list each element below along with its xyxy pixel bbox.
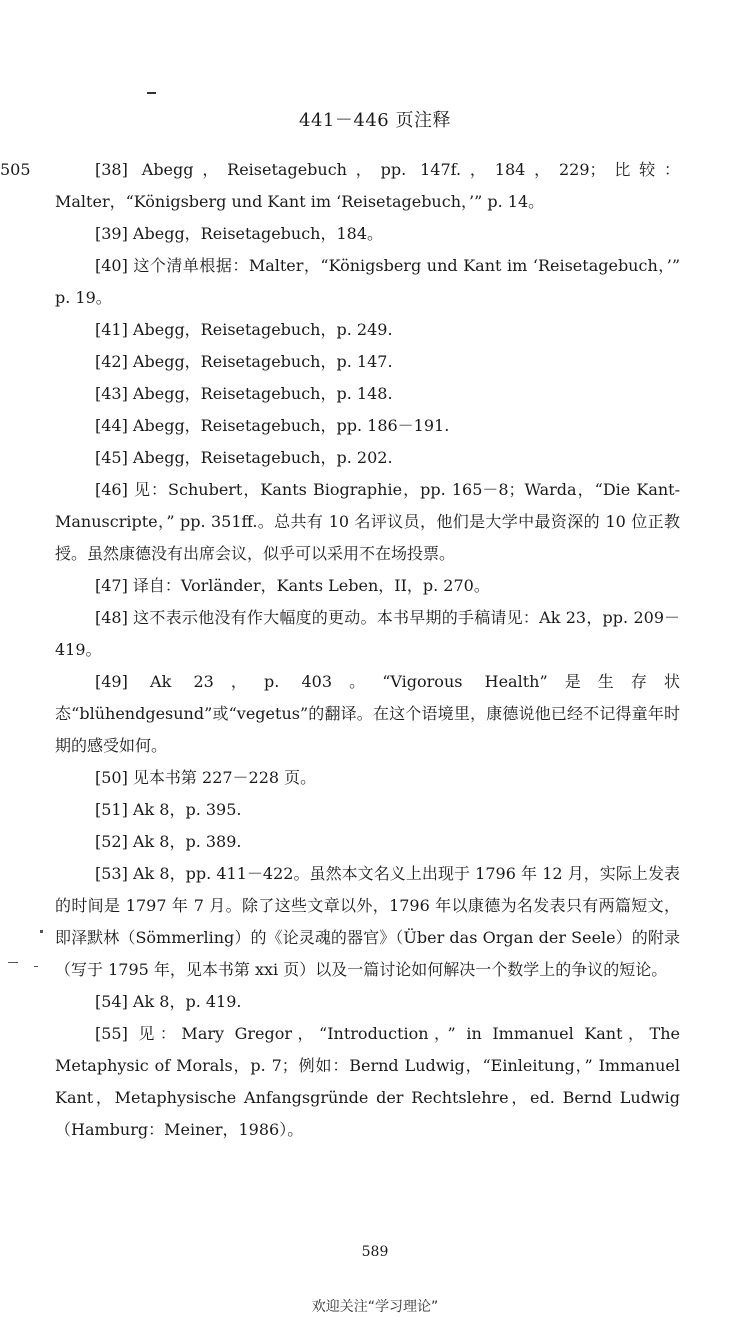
- note-41: [41] Abegg，Reisetagebuch，p. 249.: [95, 320, 393, 339]
- note-40: [40] 这个清单根据：Malter，“Königsberg und Kant im ‘Reisetagebuch，’” p. 19。: [55, 256, 680, 307]
- note-54: [54] Ak 8，p. 419.: [95, 992, 242, 1011]
- scan-mark: [147, 92, 156, 94]
- note-42: [42] Abegg，Reisetagebuch，p. 147.: [95, 352, 393, 371]
- note-43: [43] Abegg，Reisetagebuch，p. 148.: [95, 384, 393, 403]
- note-39: [39] Abegg，Reisetagebuch，184。: [95, 224, 384, 243]
- note-44: [44] Abegg，Reisetagebuch，pp. 186－191.: [95, 416, 450, 435]
- note-47: [47] 译自：Vorländer，Kants Leben，II，p. 270。: [95, 576, 490, 595]
- footer-watermark-text: 欢迎关注“学习理论”: [311, 1299, 439, 1315]
- page-header-title: 441－446 页注释: [299, 110, 451, 131]
- page-number: 589: [361, 1244, 389, 1260]
- scan-speck: [34, 966, 38, 967]
- note-48: [48] 这不表示他没有作大幅度的更动。本书早期的手稿请见：Ak 23，pp. 209－419。: [55, 608, 680, 659]
- margin-page-number: 505: [0, 160, 31, 179]
- note-45: [45] Abegg，Reisetagebuch，p. 202.: [95, 448, 393, 467]
- note-50: [50] 见本书第 227－228 页。: [95, 768, 317, 787]
- note-49: [49] Ak 23，p. 403。“Vigorous Health”是生存状态“blühendgesund”或“vegetus”的翻译。在这个语境里，康德说他已经不记得童年时期的感受如何。: [55, 672, 680, 755]
- notes-list: [55, 154, 680, 1146]
- note-55: [55] 见：Mary Gregor，“Introduction，” in Immanuel Kant，The Metaphysic of Morals，p. 7；例如：Bernd Ludwig，“Einleitung，” Immanuel Kant，Metaphysische Anfangsgründe der Rechtslehre，ed. Bernd Ludwig（Hamburg：Meiner，1986）。: [55, 1024, 680, 1139]
- note-52: [52] Ak 8，p. 389.: [95, 832, 242, 851]
- scan-speck: [8, 962, 18, 963]
- note-38: [38] Abegg，Reisetagebuch，pp. 147f.，184，229；比较：Malter，“Königsberg und Kant im ‘Reisetagebuch，’” p. 14。: [55, 160, 680, 211]
- note-46: [46] 见：Schubert，Kants Biographie，pp. 165－8；Warda，“Die Kant-Manuscripte，” pp. 351ff.。总共有 10 名评议员，他们是大学中最资深的 10 位正教授。虽然康德没有出席会议，似乎可以采用不在场投票。: [55, 480, 680, 563]
- scan-speck: [40, 930, 43, 933]
- note-53: [53] Ak 8，pp. 411－422。虽然本文名义上出现于 1796 年 12 月，实际上发表的时间是 1797 年 7 月。除了这些文章以外，1796 年以康德为名发表只有两篇短文，即泽默林（Sömmerling）的《论灵魂的器官》（Über das Organ der Seele）的附录（写于 1795 年，见本书第 xxi 页）以及一篇讨论如何解决一个数学上的争议的短论。: [55, 864, 680, 979]
- note-51: [51] Ak 8，p. 395.: [95, 800, 242, 819]
